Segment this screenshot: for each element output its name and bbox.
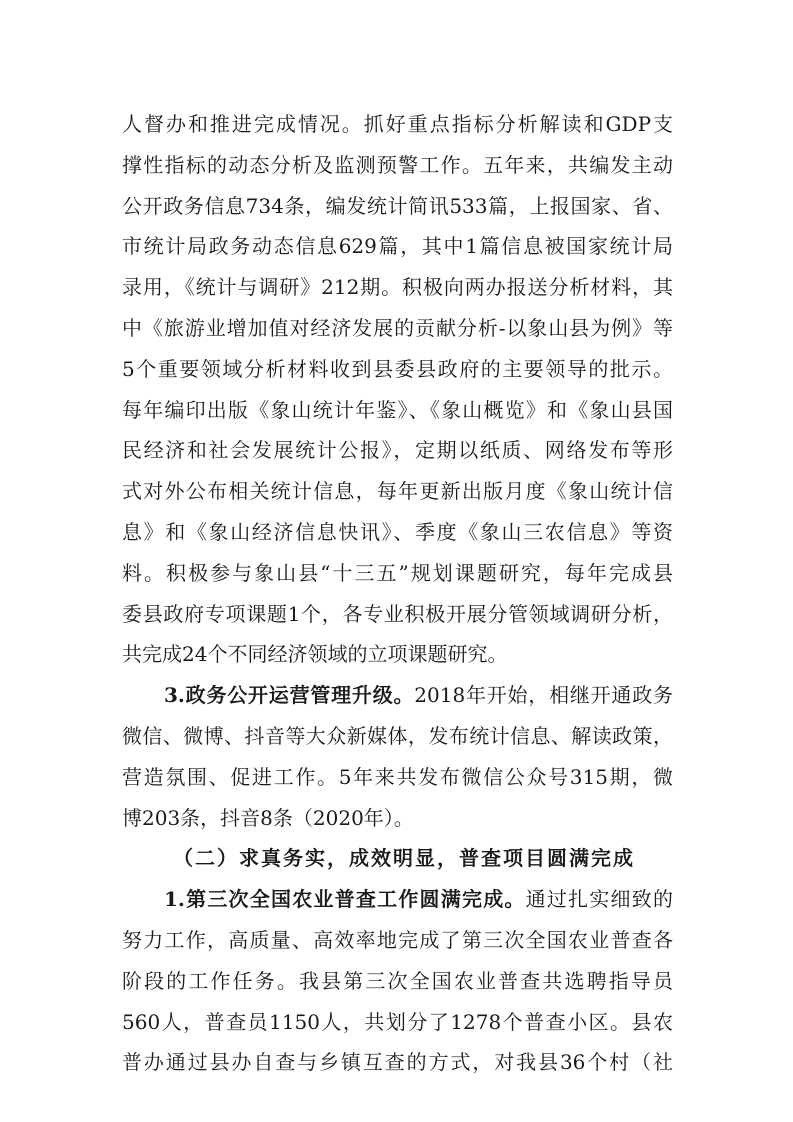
text-line: 委县政府专项课题1个，各专业积极开展分管领域调研分析， bbox=[122, 601, 673, 626]
subsection-title: 3.政务公开运营管理升级。 bbox=[164, 683, 415, 708]
text-line bbox=[122, 675, 673, 716]
text-line: 营造氛围、促进工作。5年来共发布微信公众号315期，微 bbox=[122, 764, 673, 789]
text-line: 人督办和推进完成情况。抓好重点指标分析解读和GDP支 bbox=[122, 112, 673, 136]
text-line: 普办通过县办自查与乡镇互查的方式，对我县36个村（社 bbox=[122, 1050, 673, 1075]
document-page bbox=[122, 104, 673, 1083]
paragraph-government-affairs-upgrade bbox=[122, 675, 673, 838]
section-heading: （二）求真务实，成效明显，普查项目圆满完成 bbox=[173, 846, 635, 871]
text-line: 民经济和社会发展统计公报》，定期以纸质、网络发布等形 bbox=[122, 438, 673, 463]
text-run: 通过扎实细致的 bbox=[525, 887, 673, 912]
text-line: 微信、微博、抖音等大众新媒体，发布统计信息、解读政策， bbox=[122, 723, 673, 748]
text-line: 式对外公布相关统计信息，每年更新出版月度《象山统计信 bbox=[122, 479, 673, 504]
text-line: 5个重要领域分析材料收到县委县政府的主要领导的批示。 bbox=[122, 356, 673, 381]
text-line: 560人，普查员1150人，共划分了1278个普查小区。县农 bbox=[122, 1009, 673, 1034]
text-line: 阶段的工作任务。我县第三次全国农业普查共选聘指导员 bbox=[122, 968, 673, 993]
text-line: 努力工作，高质量、高效率地完成了第三次全国农业普查各 bbox=[122, 927, 673, 952]
subsection-title: 1.第三次全国农业普查工作圆满完成。 bbox=[164, 887, 526, 912]
text-line: 中《旅游业增加值对经济发展的贡献分析-以象山县为例》等 bbox=[122, 315, 673, 340]
text-line: 公开政务信息734条，编发统计简讯533篇，上报国家、省、 bbox=[122, 193, 673, 218]
text-line: 料。积极参与象山县“十三五”规划课题研究，每年完成县 bbox=[122, 560, 673, 585]
text-line: 录用，《统计与调研》212期。积极向两办报送分析材料，其 bbox=[122, 275, 673, 300]
text-line: 共完成24个不同经济领域的立项课题研究。 bbox=[122, 642, 508, 667]
text-line: 市统计局政务动态信息629篇，其中1篇信息被国家统计局 bbox=[122, 234, 673, 259]
text-line: 撑性指标的动态分析及监测预警工作。五年来，共编发主动 bbox=[122, 152, 673, 177]
paragraph-agricultural-census bbox=[122, 879, 673, 1083]
text-line: 每年编印出版《象山统计年鉴》、《象山概览》和《象山县国 bbox=[122, 397, 673, 422]
text-line: 博203条，抖音8条（2020年）。 bbox=[122, 805, 414, 830]
paragraph-statistics-publications bbox=[122, 104, 673, 675]
text-line: 息》和《象山经济信息快讯》、季度《象山三农信息》等资 bbox=[122, 519, 673, 544]
text-run: 2018年开始，相继开通政务 bbox=[414, 683, 673, 708]
text-line bbox=[122, 879, 673, 920]
